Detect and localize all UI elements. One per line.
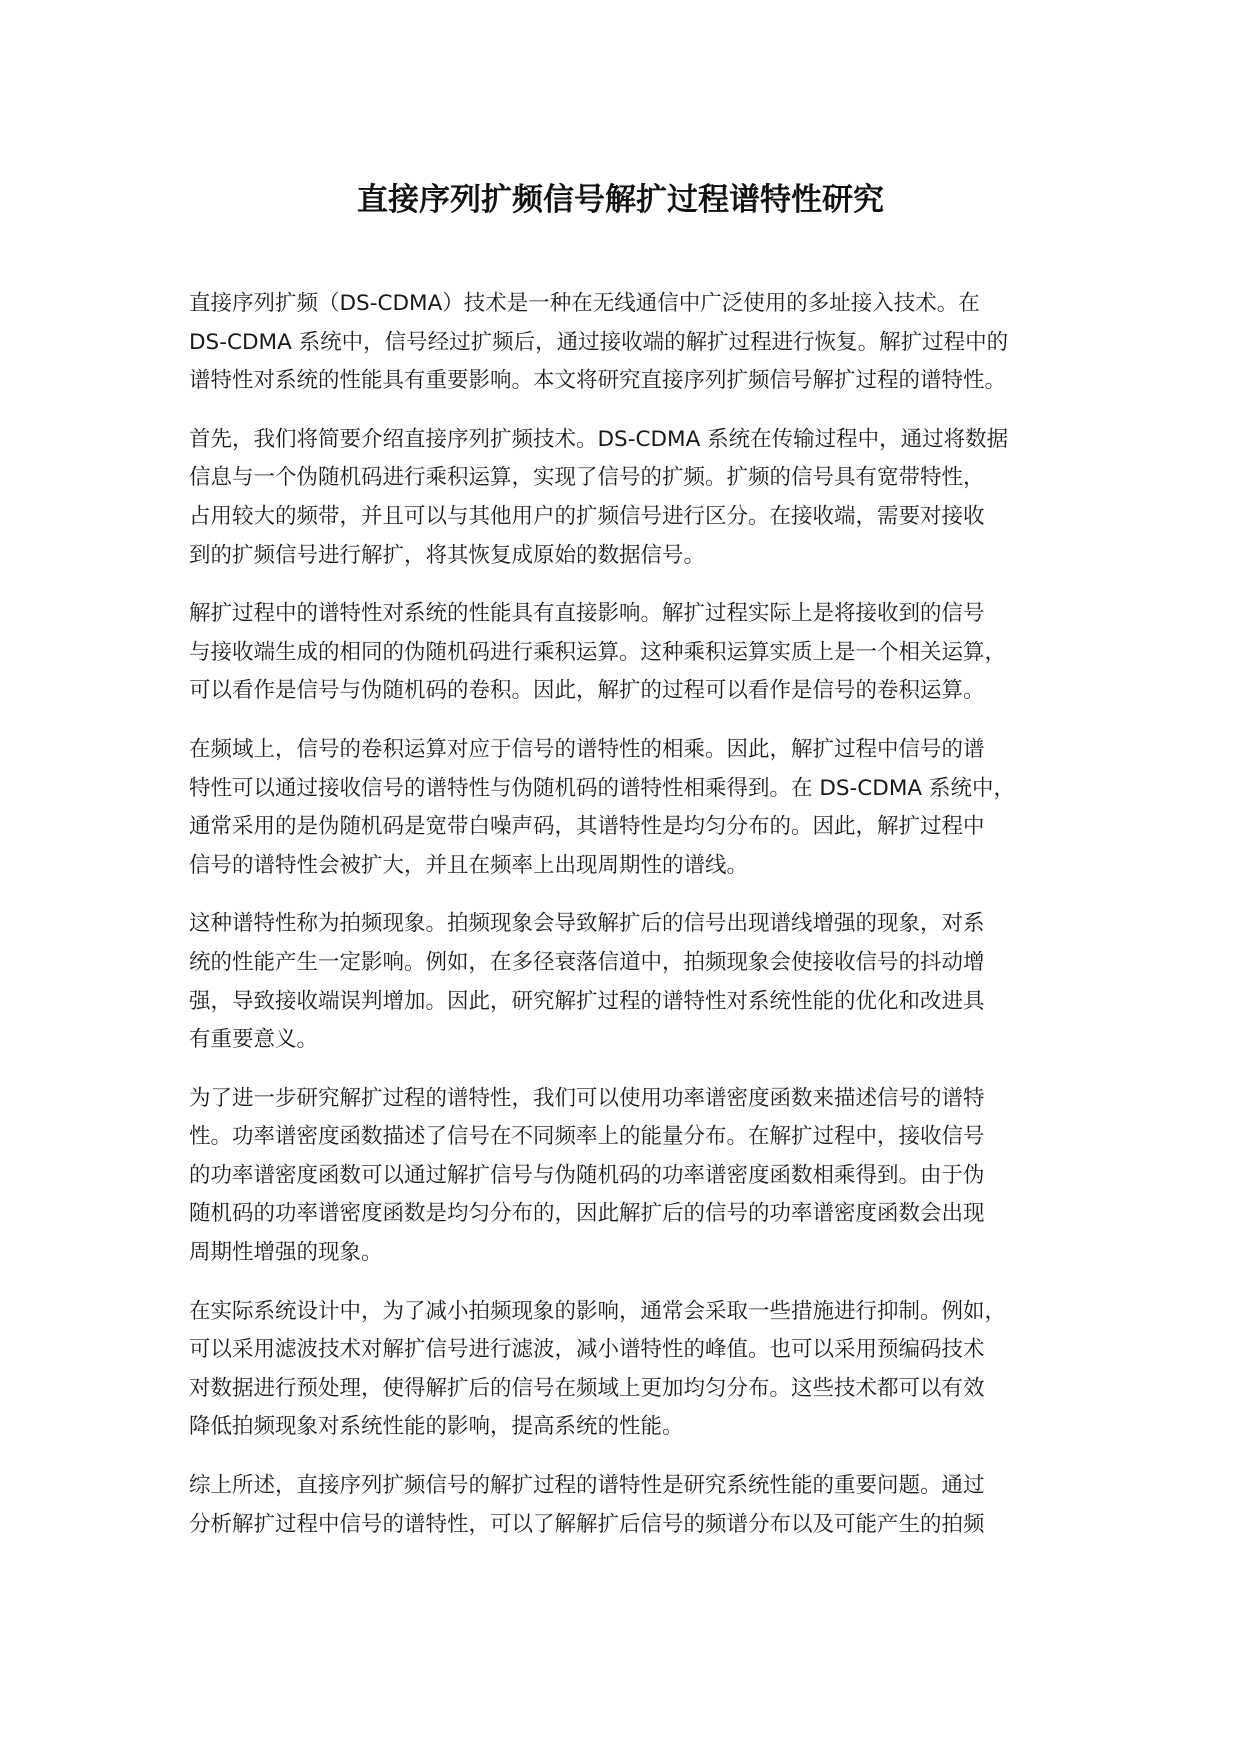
text-line: 性。功率谱密度函数描述了信号在不同频率上的能量分布。在解扩过程中，接收信号 — [189, 1124, 985, 1150]
text-line: 信号的谱特性会被扩大，并且在频率上出现周期性的谱线。 — [189, 852, 749, 878]
text-line: 降低拍频现象对系统性能的影响，提高系统的性能。 — [189, 1414, 684, 1440]
paragraph-4 — [189, 731, 1079, 885]
text-line: 与接收端生成的相同的伪随机码进行乘积运算。这种乘积运算实质上是一个相关运算， — [189, 639, 1007, 665]
text-line: 有重要意义。 — [189, 1027, 319, 1053]
paragraph-7 — [189, 1293, 1079, 1447]
text-line: 通常采用的是伪随机码是宽带白噪声码，其谱特性是均匀分布的。因此，解扩过程中 — [189, 814, 985, 840]
text-line: 特性可以通过接收信号的谱特性与伪随机码的谱特性相乘得到。在 DS-CDMA 系统中， — [189, 775, 1015, 801]
text-line: 谱特性对系统的性能具有重要影响。本文将研究直接序列扩频信号解扩过程的谱特性。 — [189, 368, 1007, 394]
text-line: 这种谱特性称为拍频现象。拍频现象会导致解扩后的信号出现谱线增强的现象，对系 — [189, 911, 985, 937]
document-title: 直接序列扩频信号解扩过程谱特性研究 — [357, 182, 884, 218]
text-line: 的功率谱密度函数可以通过解扩信号与伪随机码的功率谱密度函数相乘得到。由于伪 — [189, 1162, 985, 1188]
paragraph-5 — [189, 905, 1079, 1059]
paragraph-6 — [189, 1080, 1079, 1273]
text-line: 为了进一步研究解扩过程的谱特性，我们可以使用功率谱密度函数来描述信号的谱特 — [189, 1085, 985, 1111]
text-line: 首先，我们将简要介绍直接序列扩频技术。DS-CDMA 系统在传输过程中，通过将数据 — [189, 426, 1009, 452]
paragraph-1 — [189, 285, 1079, 401]
document-body — [189, 285, 1079, 1564]
text-line: 解扩过程中的谱特性对系统的性能具有直接影响。解扩过程实际上是将接收到的信号 — [189, 601, 985, 627]
text-line: 信息与一个伪随机码进行乘积运算，实现了信号的扩频。扩频的信号具有宽带特性， — [189, 465, 985, 491]
text-line: 占用较大的频带，并且可以与其他用户的扩频信号进行区分。在接收端，需要对接收 — [189, 503, 985, 529]
paragraph-8 — [189, 1467, 1079, 1544]
text-line: 到的扩频信号进行解扩，将其恢复成原始的数据信号。 — [189, 542, 706, 568]
text-line: 分析解扩过程中信号的谱特性，可以了解解扩后信号的频谱分布以及可能产生的拍频 — [189, 1511, 985, 1537]
text-line: 随机码的功率谱密度函数是均匀分布的，因此解扩后的信号的功率谱密度函数会出现 — [189, 1201, 985, 1227]
paragraph-3 — [189, 595, 1079, 711]
text-line: 直接序列扩频（DS-CDMA）技术是一种在无线通信中广泛使用的多址接入技术。在 — [189, 291, 980, 316]
text-line: 强，导致接收端误判增加。因此，研究解扩过程的谱特性对系统性能的优化和改进具 — [189, 988, 985, 1014]
text-line: 在实际系统设计中，为了减小拍频现象的影响，通常会采取一些措施进行抑制。例如， — [189, 1298, 1007, 1324]
text-line: 周期性增强的现象。 — [189, 1240, 383, 1266]
paragraph-2 — [189, 421, 1079, 575]
text-line: 综上所述，直接序列扩频信号的解扩过程的谱特性是研究系统性能的重要问题。通过 — [189, 1473, 985, 1499]
text-line: 可以看作是信号与伪随机码的卷积。因此，解扩的过程可以看作是信号的卷积运算。 — [189, 678, 985, 704]
text-line: 在频域上，信号的卷积运算对应于信号的谱特性的相乘。因此，解扩过程中信号的谱 — [189, 736, 985, 762]
text-line: 可以采用滤波技术对解扩信号进行滤波，减小谱特性的峰值。也可以采用预编码技术 — [189, 1337, 985, 1363]
text-line: DS-CDMA 系统中，信号经过扩频后，通过接收端的解扩过程进行恢复。解扩过程中的 — [189, 329, 1009, 355]
text-line: 统的性能产生一定影响。例如，在多径衰落信道中，拍频现象会使接收信号的抖动增 — [189, 949, 985, 975]
text-line: 对数据进行预处理，使得解扩后的信号在频域上更加均匀分布。这些技术都可以有效 — [189, 1375, 985, 1401]
